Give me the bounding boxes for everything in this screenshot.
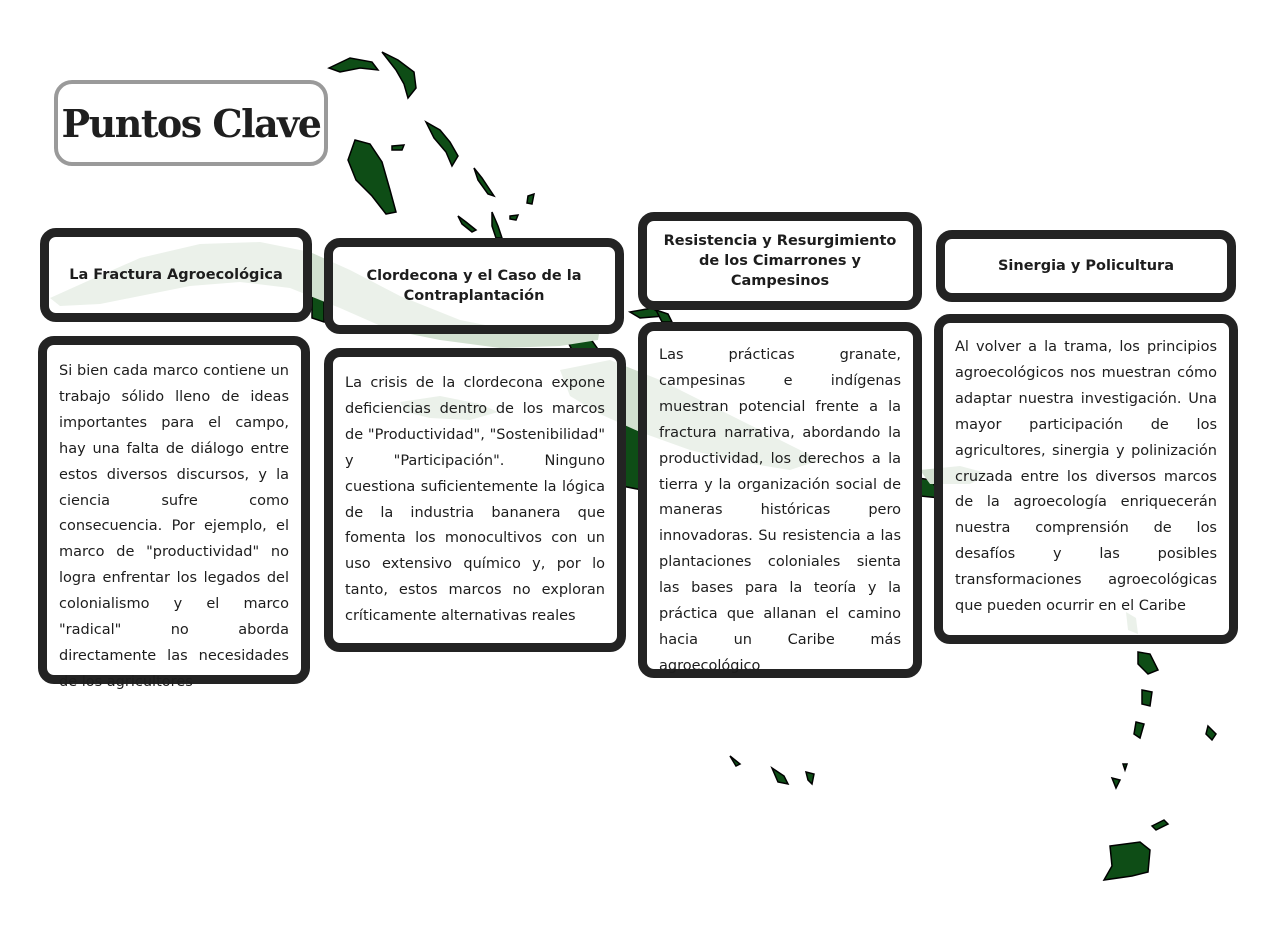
island-bahamas-1 (329, 58, 378, 72)
island-st-lucia (1134, 722, 1144, 738)
card-clordecona-heading (324, 238, 624, 334)
island-martinique (1142, 690, 1152, 706)
island-guadeloupe (1138, 652, 1158, 674)
card-body-text: Las prácticas granate, campesinas e indígenas muestran potencial frente a la fractura narrativa, abordando la productividad, los derechos a la tierra y la organización social de maneras históricas pero innovadoras. Su resistencia a las plantaciones coloniales sienta las bases para la teoría y la práctica que allanan el camino hacia un Caribe más agroecológico (659, 347, 901, 674)
island-bahamas-5 (527, 194, 534, 204)
island-andros (348, 140, 396, 214)
card-heading: Sinergia y Policultura (997, 258, 1174, 274)
island-st-vincent (1123, 764, 1127, 770)
island-exuma (458, 216, 476, 232)
island-aruba (730, 756, 740, 766)
card-fractura-heading (40, 228, 312, 322)
island-curacao (772, 768, 788, 784)
island-barbados (1206, 726, 1216, 740)
island-long (492, 212, 502, 238)
card-heading: La Fractura Agroecológica (69, 267, 283, 283)
card-resistencia-body (638, 322, 922, 678)
island-eleuthera (426, 122, 458, 166)
island-bahamas-2 (382, 52, 416, 98)
island-trinidad (1104, 842, 1150, 880)
card-resistencia-heading (638, 212, 922, 310)
island-grenadines (1112, 778, 1120, 788)
page-title: Puntos Clave (61, 100, 321, 146)
card-clordecona-body (324, 348, 626, 652)
card-heading: Resistencia y Resurgimiento de los Cimarrones y Campesinos (663, 233, 897, 289)
card-sinergia-body (934, 314, 1238, 644)
island-tobago (1152, 820, 1168, 830)
card-body-text: La crisis de la clordecona expone deficiencias dentro de los marcos de "Productividad", "Sostenibilidad" y "Participación". Ninguno cuestiona suficientemente la lógica de la industria bananera que fomenta los monocultivos con un uso extensivo químico y, por lo tanto, estos marcos no exploran críticamente alternativas reales (345, 375, 605, 625)
island-bahamas-3 (392, 145, 404, 150)
island-small-north-2 (656, 310, 672, 322)
card-heading: Clordecona y el Caso de la Contraplantación (366, 268, 582, 304)
island-bonaire (806, 772, 814, 784)
card-sinergia-heading (936, 230, 1236, 302)
island-bahamas-4 (510, 215, 518, 220)
island-cat (474, 168, 494, 196)
card-fractura-body (38, 336, 310, 690)
card-body-text: Si bien cada marco contiene un trabajo sólido lleno de ideas importantes para el campo, hay una falta de diálogo entre estos diversos discursos, y la ciencia sufre como consecuencia. Por ejemplo, el marco de "productividad" no logra enfrentar los legados del colonialismo y el marco "radical" no aborda directamente las necesidades de los agricultores (59, 363, 289, 690)
title-box (54, 80, 328, 166)
card-body-text: Al volver a la trama, los principios agroecológicos nos muestran cómo adaptar nuestra investigación. Una mayor participación de los agricultores, sinergia y polinización cruzada entre los diversos marcos de la agroecología enriquecerán nuestra comprensión de los desafíos y las posibles transformaciones agroecológicas que pueden ocurrir en el Caribe (955, 339, 1217, 615)
